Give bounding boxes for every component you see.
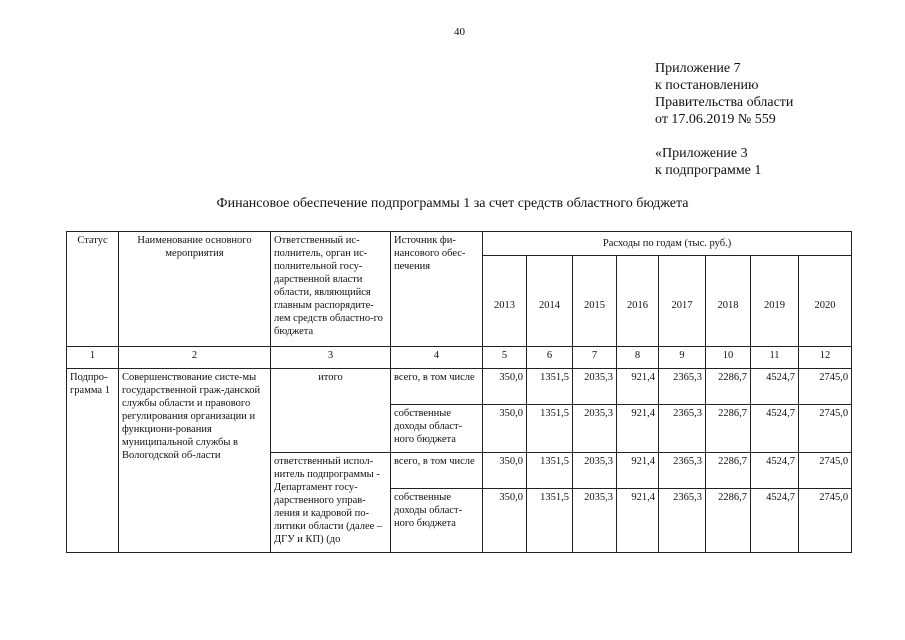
- measure-name-cell: Совершенствование систе-мы государственной граж-данской службы области и правового регулирования организации и функциони-рования муниципальной службы в Вологодской об-ласти: [119, 369, 271, 553]
- column-number: 10: [706, 347, 751, 369]
- source-cell: собственные доходы област-ного бюджета: [391, 405, 483, 453]
- value-cell: 350,0: [483, 369, 527, 405]
- annex-line: к постановлению: [655, 78, 759, 93]
- year-cell: 2015: [573, 256, 617, 347]
- column-number: 8: [617, 347, 659, 369]
- value-cell: 1351,5: [527, 489, 573, 553]
- value-cell: 2365,3: [659, 453, 706, 489]
- value-cell: 2035,3: [573, 369, 617, 405]
- value-cell: 4524,7: [751, 369, 799, 405]
- value-cell: 2035,3: [573, 453, 617, 489]
- annex-line: Правительства области: [655, 95, 794, 110]
- column-number: 9: [659, 347, 706, 369]
- value-cell: 350,0: [483, 453, 527, 489]
- source-cell: всего, в том числе: [391, 453, 483, 489]
- header-executor: Ответственный ис-полнитель, орган ис-полнительной госу-дарственной власти области, являющийся главным распорядите-лем средств областно-го бюджета: [271, 232, 391, 347]
- value-cell: 2745,0: [799, 453, 852, 489]
- page-number: 40: [454, 26, 465, 38]
- value-cell: 350,0: [483, 405, 527, 453]
- value-cell: 2365,3: [659, 369, 706, 405]
- column-number: 7: [573, 347, 617, 369]
- annex-line: «Приложение 3: [655, 146, 748, 161]
- source-cell: собственные доходы област-ного бюджета: [391, 489, 483, 553]
- annex-line: от 17.06.2019 № 559: [655, 112, 776, 127]
- year-cell: 2014: [527, 256, 573, 347]
- value-cell: 4524,7: [751, 489, 799, 553]
- header-expenses: Расходы по годам (тыс. руб.): [483, 232, 852, 256]
- header-row: [67, 232, 852, 256]
- value-cell: 1351,5: [527, 453, 573, 489]
- value-cell: 4524,7: [751, 405, 799, 453]
- spacer: [655, 128, 793, 145]
- year-cell: 2018: [706, 256, 751, 347]
- value-cell: 2286,7: [706, 453, 751, 489]
- column-number: 3: [271, 347, 391, 369]
- value-cell: 4524,7: [751, 453, 799, 489]
- year-cell: 2020: [799, 256, 852, 347]
- value-cell: 2286,7: [706, 369, 751, 405]
- value-cell: 921,4: [617, 405, 659, 453]
- column-number: 6: [527, 347, 573, 369]
- value-cell: 2035,3: [573, 405, 617, 453]
- annex-line: Приложение 7: [655, 61, 741, 76]
- financing-table: [66, 231, 852, 553]
- value-cell: 921,4: [617, 453, 659, 489]
- value-cell: 2745,0: [799, 369, 852, 405]
- value-cell: 2286,7: [706, 489, 751, 553]
- status-cell: Подпро-грамма 1: [67, 369, 119, 553]
- source-cell: всего, в том числе: [391, 369, 483, 405]
- column-number: 12: [799, 347, 852, 369]
- column-number: 1: [67, 347, 119, 369]
- year-cell: 2017: [659, 256, 706, 347]
- annex-line: к подпрограмме 1: [655, 163, 762, 178]
- value-cell: 2745,0: [799, 489, 852, 553]
- header-source: Источник фи-нансового обес-печения: [391, 232, 483, 347]
- column-number: 5: [483, 347, 527, 369]
- value-cell: 2286,7: [706, 405, 751, 453]
- value-cell: 350,0: [483, 489, 527, 553]
- year-cell: 2016: [617, 256, 659, 347]
- value-cell: 2035,3: [573, 489, 617, 553]
- column-number-row: [67, 347, 852, 369]
- column-number: 2: [119, 347, 271, 369]
- document-title: Финансовое обеспечение подпрограммы 1 за счет средств областного бюджета: [216, 196, 689, 211]
- column-number: 4: [391, 347, 483, 369]
- value-cell: 2365,3: [659, 489, 706, 553]
- value-cell: 1351,5: [527, 369, 573, 405]
- value-cell: 2365,3: [659, 405, 706, 453]
- header-name: Наименование основного мероприятия: [119, 232, 271, 347]
- annex-block: [655, 60, 793, 179]
- year-cell: 2013: [483, 256, 527, 347]
- executor-cell: ответственный испол-нитель подпрограммы - Департамент госу-дарственного управ-ления и кадровой по-литики области (далее – ДГУ и КП) (до: [271, 453, 391, 553]
- value-cell: 1351,5: [527, 405, 573, 453]
- executor-cell: итого: [271, 369, 391, 453]
- header-status: Статус: [67, 232, 119, 347]
- year-cell: 2019: [751, 256, 799, 347]
- table-row: [67, 369, 852, 405]
- column-number: 11: [751, 347, 799, 369]
- value-cell: 921,4: [617, 489, 659, 553]
- value-cell: 2745,0: [799, 405, 852, 453]
- value-cell: 921,4: [617, 369, 659, 405]
